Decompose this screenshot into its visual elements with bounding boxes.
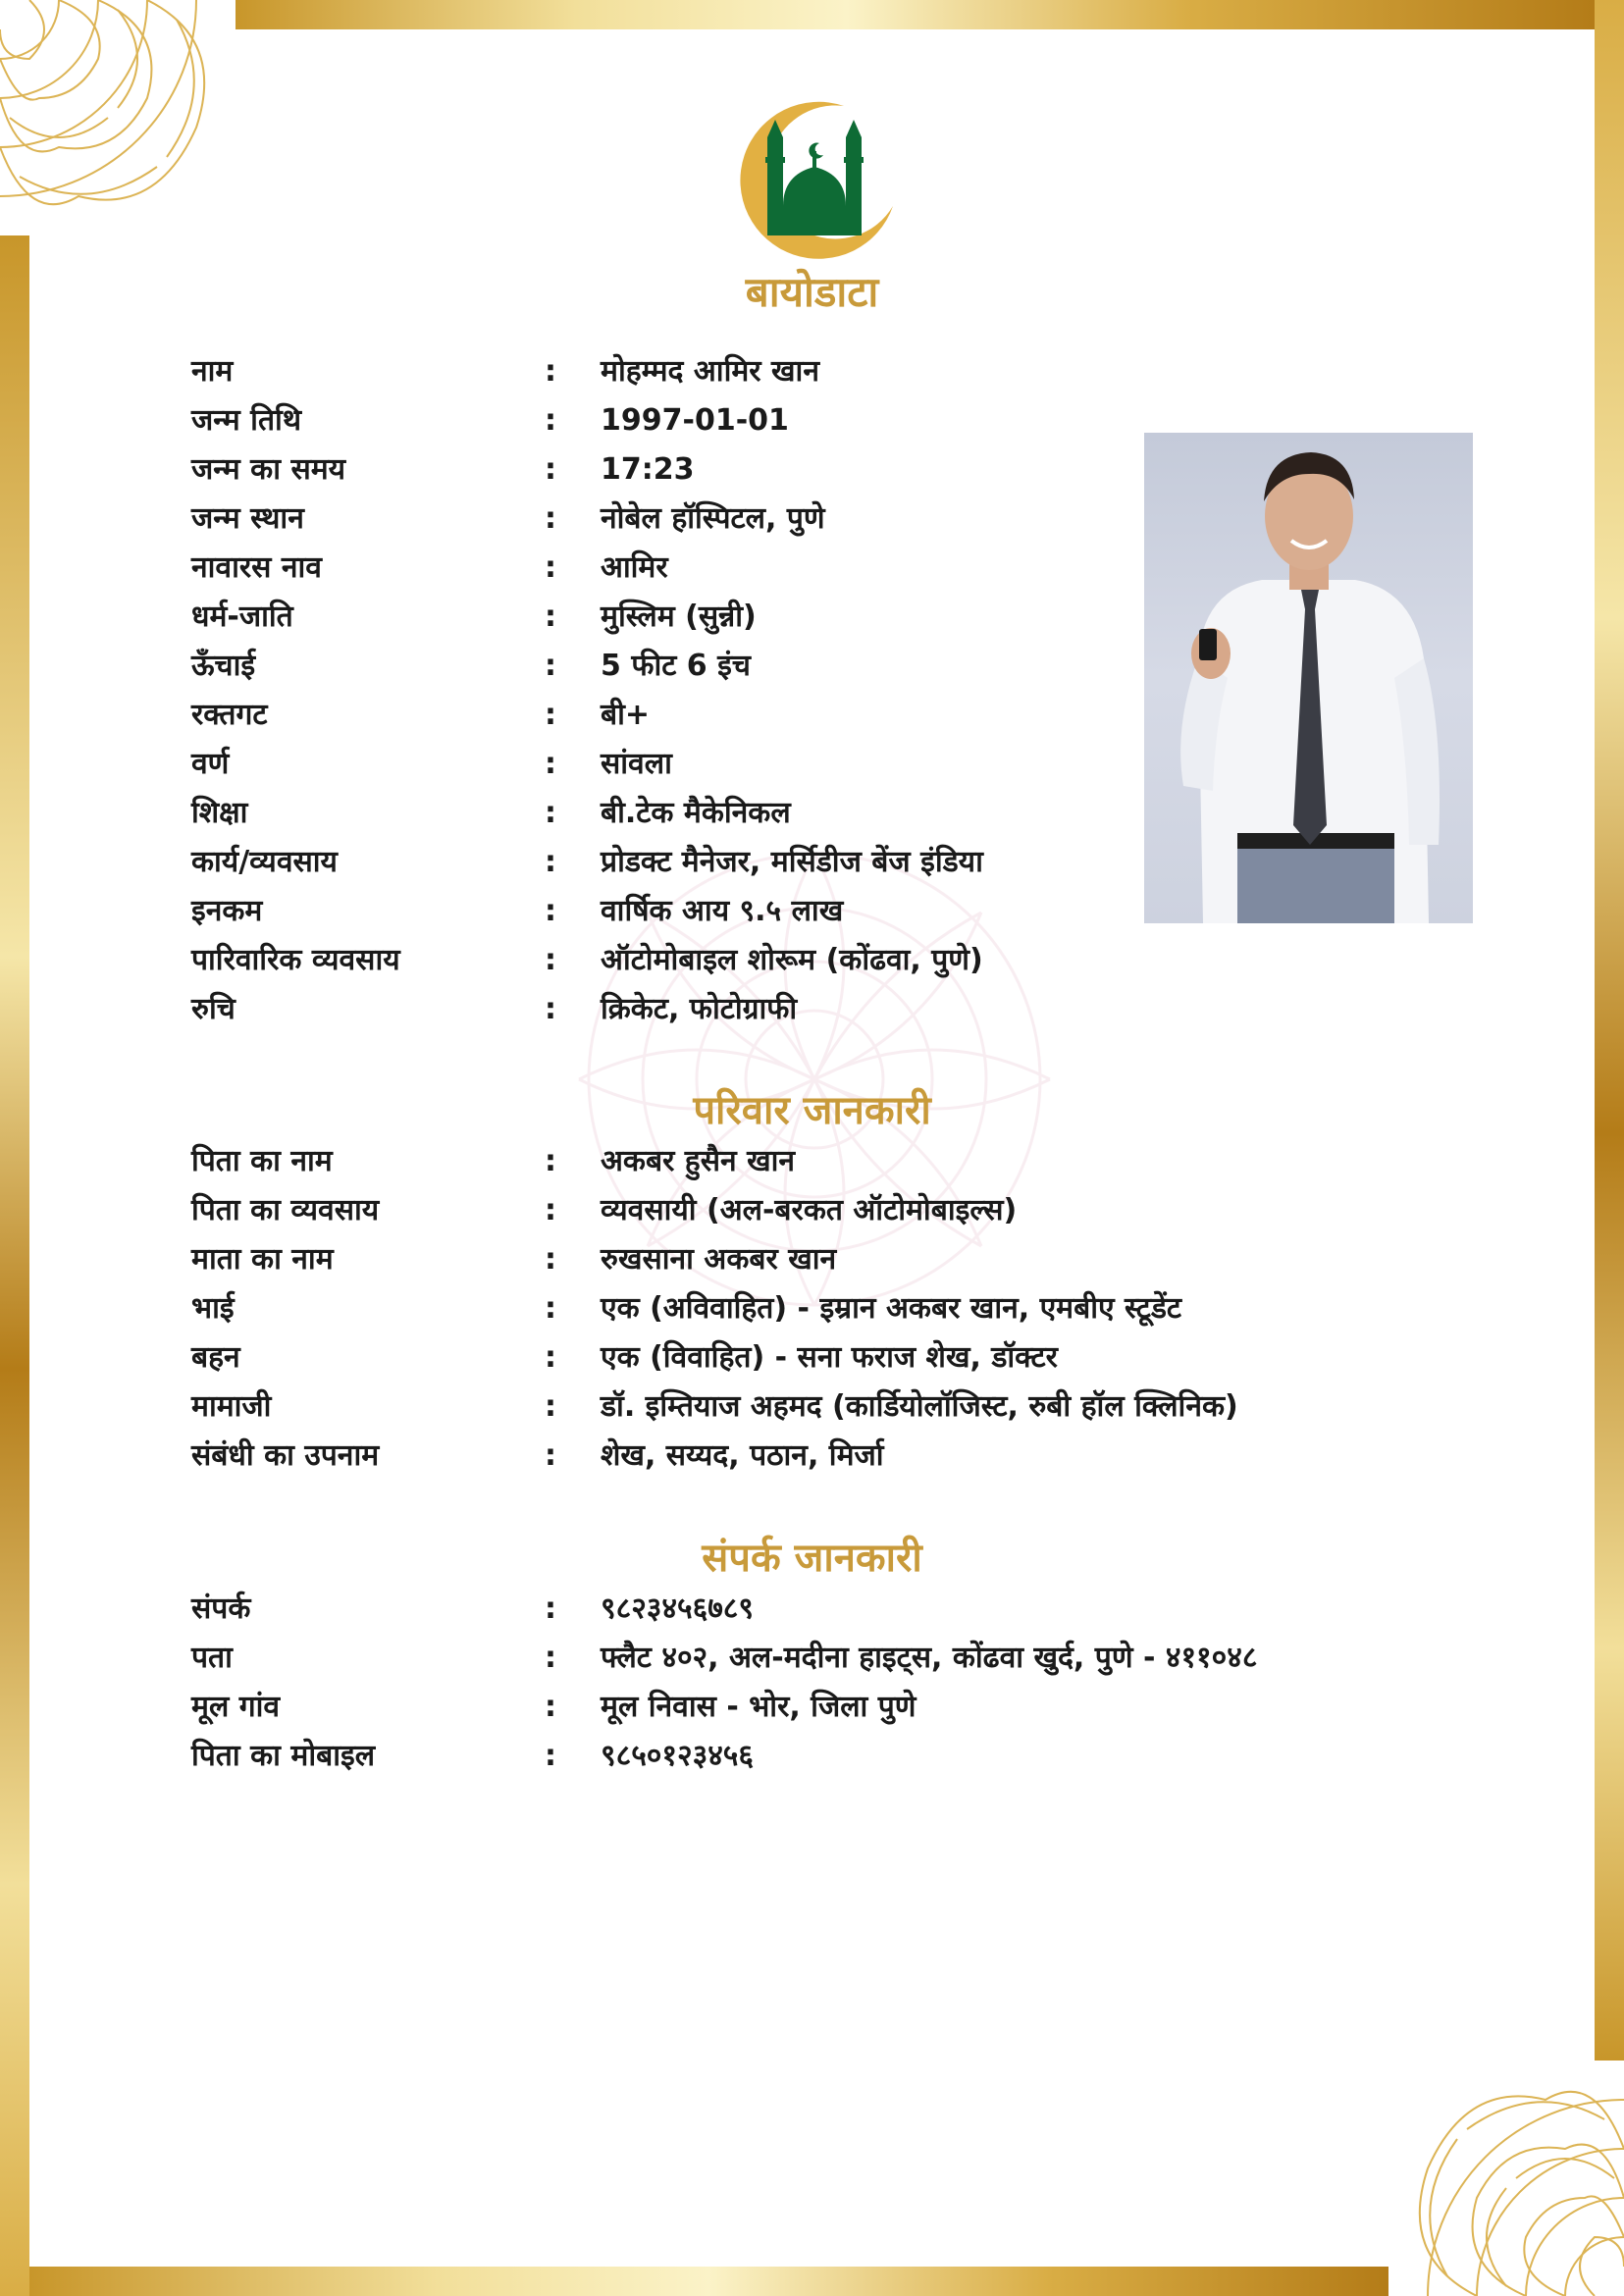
field-label: जन्म तिथि — [191, 403, 301, 438]
field-separator: : — [545, 1242, 556, 1277]
gold-border-top — [236, 0, 1595, 29]
field-label: बहन — [191, 1340, 240, 1375]
field-label: पिता का मोबाइल — [191, 1739, 376, 1773]
field-value: मूल निवास - भोर, जिला पुणे — [601, 1690, 917, 1724]
mosque-crescent-logo-icon — [726, 98, 903, 265]
document-title: बायोडाटा — [745, 268, 879, 316]
field-value: ९८२३४५६७८९ — [601, 1592, 754, 1626]
field-value: प्रोडक्ट मैनेजर, मर्सिडीज बेंज इंडिया — [601, 845, 983, 879]
field-value: 5 फीट 6 इंच — [601, 649, 751, 683]
field-label: ऊँचाई — [191, 649, 256, 683]
profile-photo — [1144, 433, 1473, 923]
contact-section-title: संपर्क जानकारी — [702, 1536, 922, 1581]
field-separator: : — [545, 501, 556, 536]
field-separator: : — [545, 649, 556, 683]
field-separator: : — [545, 1438, 556, 1473]
field-value: ९८५०१२३४५६ — [601, 1739, 754, 1773]
field-label: पारिवारिक व्यवसाय — [191, 943, 400, 977]
field-label: संपर्क — [191, 1592, 251, 1626]
field-value: बी.टेक मैकेनिकल — [601, 796, 791, 830]
field-label: रक्तगट — [191, 698, 268, 732]
person-photo-icon — [1144, 433, 1473, 923]
field-separator: : — [545, 1690, 556, 1724]
field-value: रुखसाना अकबर खान — [601, 1242, 837, 1277]
field-separator: : — [545, 1193, 556, 1227]
field-separator: : — [545, 550, 556, 585]
field-value: डॉ. इम्तियाज अहमद (कार्डियोलॉजिस्ट, रुबी हॉल क्लिनिक) — [601, 1389, 1238, 1424]
field-value: बी+ — [601, 698, 651, 732]
field-label: वर्ण — [191, 747, 230, 781]
field-label: माता का नाम — [191, 1242, 334, 1277]
field-separator: : — [545, 1592, 556, 1626]
field-separator: : — [545, 1340, 556, 1375]
field-label: नाम — [191, 354, 234, 389]
field-label: रुचि — [191, 992, 236, 1026]
field-separator: : — [545, 747, 556, 781]
family-section-title: परिवार जानकारी — [693, 1088, 931, 1133]
field-label: कार्य/व्यवसाय — [191, 845, 338, 879]
corner-mandala-icon — [1388, 2061, 1624, 2296]
field-label: संबंधी का उपनाम — [191, 1438, 380, 1473]
field-label: पता — [191, 1641, 233, 1675]
field-value: 17:23 — [601, 452, 695, 487]
field-label: भाई — [191, 1291, 235, 1326]
field-separator: : — [545, 1144, 556, 1178]
field-label: मूल गांव — [191, 1690, 281, 1724]
field-label: मामाजी — [191, 1389, 272, 1424]
field-label: इनकम — [191, 894, 263, 928]
field-value: नोबेल हॉस्पिटल, पुणे — [601, 501, 825, 536]
field-value: क्रिकेट, फोटोग्राफी — [601, 992, 798, 1026]
field-value: मुस्लिम (सुन्नी) — [601, 600, 757, 634]
field-value: ऑटोमोबाइल शोरूम (कोंढवा, पुणे) — [601, 943, 983, 977]
field-value: मोहम्मद आमिर खान — [601, 354, 819, 389]
field-label: जन्म का समय — [191, 452, 346, 487]
field-value: व्यवसायी (अल-बरकत ऑटोमोबाइल्स) — [601, 1193, 1018, 1227]
field-separator: : — [545, 1389, 556, 1424]
field-value: फ्लैट ४०२, अल-मदीना हाइट्स, कोंढवा खुर्द, पुणे - ४११०४८ — [601, 1641, 1258, 1675]
field-label: जन्म स्थान — [191, 501, 304, 536]
field-value: अकबर हुसैन खान — [601, 1144, 796, 1178]
field-value: एक (अविवाहित) - इम्रान अकबर खान, एमबीए स्टूडेंट — [601, 1291, 1182, 1326]
field-label: पिता का नाम — [191, 1144, 333, 1178]
field-label: नावारस नाव — [191, 550, 322, 585]
gold-border-left — [0, 235, 29, 2296]
field-separator: : — [545, 403, 556, 438]
field-value: शेख, सय्यद, पठान, मिर्जा — [601, 1438, 884, 1473]
field-separator: : — [545, 894, 556, 928]
field-value: वार्षिक आय ९.५ लाख — [601, 894, 844, 928]
corner-mandala-icon — [0, 0, 236, 235]
field-value: एक (विवाहित) - सना फराज शेख, डॉक्टर — [601, 1340, 1058, 1375]
field-separator: : — [545, 992, 556, 1026]
field-label: शिक्षा — [191, 796, 248, 830]
field-separator: : — [545, 698, 556, 732]
gold-border-bottom — [29, 2267, 1388, 2296]
field-label: धर्म-जाति — [191, 600, 293, 634]
field-label: पिता का व्यवसाय — [191, 1193, 380, 1227]
field-separator: : — [545, 796, 556, 830]
field-value: आमिर — [601, 550, 668, 585]
field-separator: : — [545, 1739, 556, 1773]
field-separator: : — [545, 1291, 556, 1326]
field-separator: : — [545, 354, 556, 389]
field-value: 1997-01-01 — [601, 403, 789, 438]
field-separator: : — [545, 845, 556, 879]
field-value: सांवला — [601, 747, 672, 781]
field-separator: : — [545, 1641, 556, 1675]
field-separator: : — [545, 452, 556, 487]
field-separator: : — [545, 943, 556, 977]
field-separator: : — [545, 600, 556, 634]
